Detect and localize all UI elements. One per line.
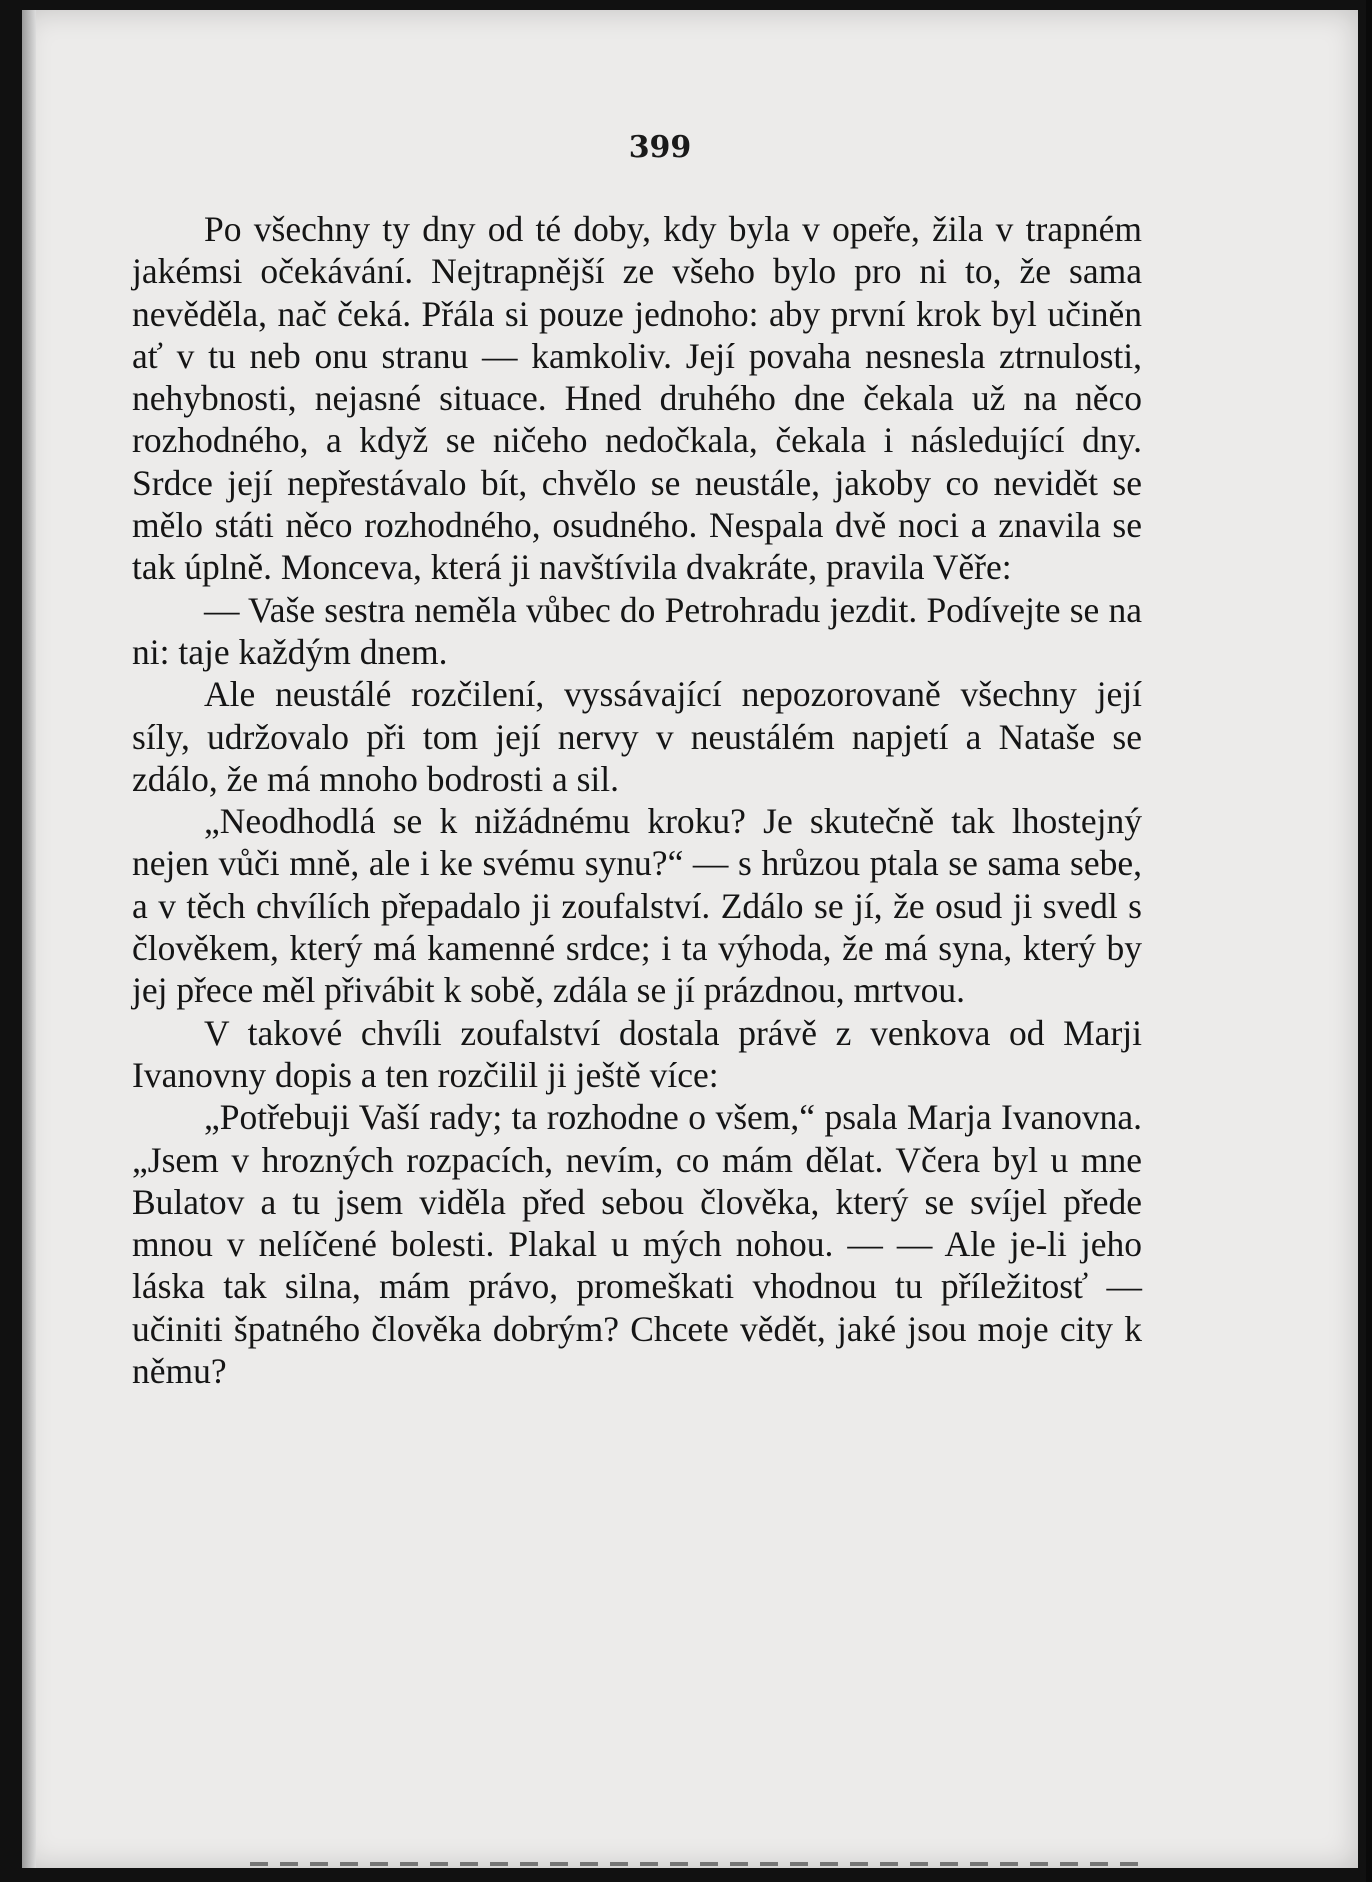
page-binding-edge bbox=[22, 10, 36, 1868]
page-number: 399 bbox=[628, 130, 692, 165]
scan-right-edge bbox=[1366, 0, 1372, 1882]
paragraph-3: Ale neustálé rozčilení, vyssávající nepozorovaně všechny její síly, udržovalo při tom její nervy v neustálém napjetí a Nataše se zdálo, že má mnoho bodrosti a sil. bbox=[132, 674, 1142, 799]
paragraph-2: — Vaše sestra neměla vůbec do Petrohradu jezdit. Podívejte se na ni: taje každým dnem. bbox=[132, 589, 1142, 672]
paragraph-4: „Neodhodlá se k nižádnému kroku? Je skutečně tak lhostejný nejen vůči mně, ale i ke svému synu?“ — s hrůzou ptala se sama sebe, a v těch chvílích přepadalo ji zoufalství. Zdálo se jí, že osud ji svedl s člověkem, který má kamenné srdce; i ta výhoda, že má syna, který by jej přece měl přivábit k sobě, zdála se jí prázdnou, mrtvou. bbox=[132, 801, 1142, 1011]
book-page bbox=[22, 10, 1358, 1868]
paragraph-5: V takové chvíli zoufalství dostala právě z venkova od Marji Ivanovny dopis a ten rozčilil ji ještě více: bbox=[132, 1012, 1142, 1095]
paragraph-1: Po všechny ty dny od té doby, kdy byla v opeře, žila v trapném jakémsi očekávání. Nejtrapnější ze všeho bylo pro ni to, že sama nevěděla, nač čeká. Přála si pouze jednoho: aby první krok byl učiněn ať v tu neb onu stranu — kamkoliv. Její povaha nesnesla ztrnulosti, nehybnosti, nejasné situace. Hned druhého dne čekala už na něco rozhodného, a když se ničeho nedočkala, čekala i následující dny. Srdce její nepřestávalo bít, chvělo se neustále, jakoby co nevidět se mělo státi něco rozhodného, osudného. Nespala dvě noci a znavila se tak úplně. Monceva, která ji navštívila dvakráte, pravila Věře: bbox=[132, 209, 1142, 588]
paragraph-6: „Potřebuji Vaší rady; ta rozhodne o všem,“ psala Marja Ivanovna. „Jsem v hrozných rozpacích, nevím, co mám dělat. Včera byl u mne Bulatov a tu jsem viděla před sebou člověka, který se svíjel přede mnou v nelíčené bolesti. Plakal u mých nohou. — — Ale je-li jeho láska tak silna, mám právo, promeškati vhodnou tu příležitosť — učiniti špatného člověka dobrým? Chcete vědět, jaké jsou moje city k němu? bbox=[132, 1097, 1142, 1392]
scan-bottom-edge bbox=[250, 1862, 1150, 1866]
body-text bbox=[132, 208, 1142, 1392]
